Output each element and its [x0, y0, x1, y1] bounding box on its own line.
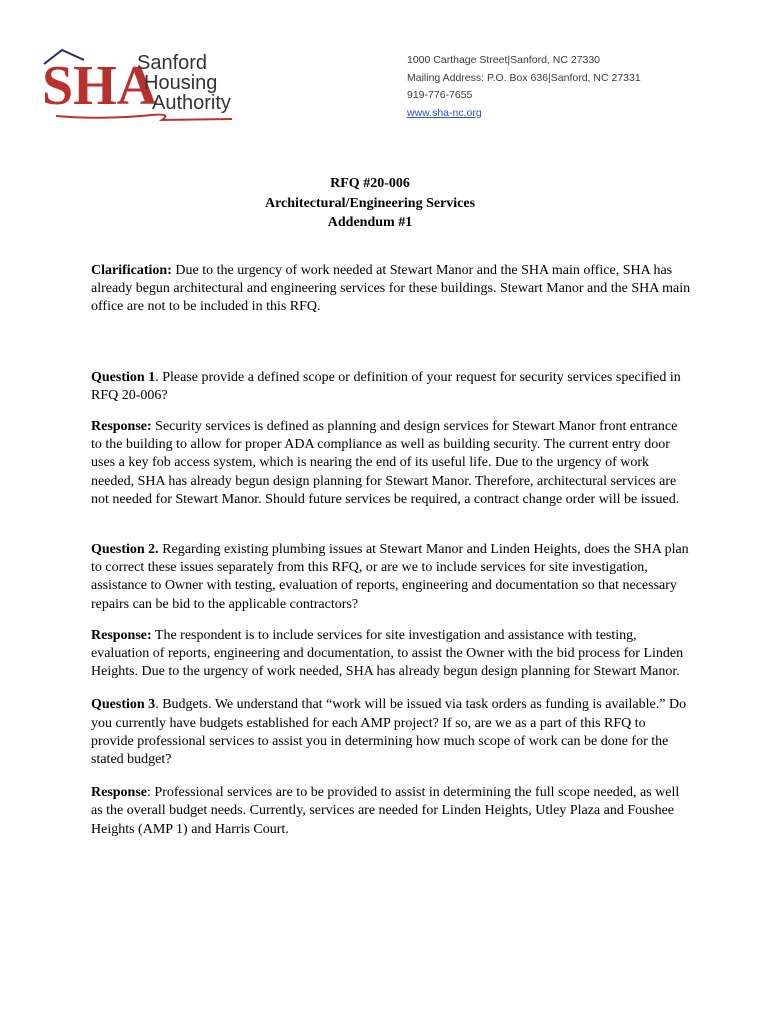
logo-line-housing: Housing [144, 72, 218, 94]
response-3-label: Response [91, 785, 148, 801]
street-address: 1000 Carthage Street|Sanford, NC 27330 [407, 54, 601, 66]
mailing-address: Mailing Address: P.O. Box 636|Sanford, NC 27331 [407, 71, 641, 84]
document-body [91, 262, 691, 839]
response-2-text: The respondent is to include services for site investigation and assistance with testing, evaluation of reports, engineering and documentation, to assist the Owner with the bid process for Linden Heights. Due to the urgency of work needed, SHA has already begun design planning for Stewart Manor. [91, 627, 684, 680]
question-1-label: Question 1 [91, 369, 156, 385]
question-2-label: Question 2. [91, 542, 159, 558]
question-2-text: Regarding existing plumbing issues at Stewart Manor and Linden Heights, does the SHA plan to correct these issues separately from this RFQ, or are we to include services for site investigation, assistance to Owner with testing, evaluation of reports, engineering and documentation so that necessary repairs can be bid to the applicable contractors? [91, 542, 689, 612]
question-3-text: . Budgets. We understand that “work will be issued via task orders as funding is available.” Do you currently have budgets established for each AMP project? If so, are we as a part of this RFQ to provide professional services to assist you in determining how much scope of work can be done for the stated budget? [91, 697, 687, 768]
rfq-subject: Architectural/Engineering Services [264, 195, 476, 211]
question-1 [91, 369, 691, 405]
response-1-label: Response: [91, 419, 152, 435]
phone-number: 919-776-7655 [407, 89, 473, 101]
response-3 [91, 784, 691, 839]
sha-logo [42, 46, 257, 126]
clarification-label: Clarification: [91, 263, 172, 278]
question-3-label: Question 3 [91, 697, 156, 713]
clarification-text: Due to the urgency of work needed at Stewart Manor and the SHA main office, SHA has already begun architectural and engineering services for these buildings. Stewart Manor and the SHA main office are not to be included in this RFQ. [91, 263, 691, 315]
clarification-paragraph [91, 262, 691, 317]
response-1-text: Security services is defined as planning and design services for Stewart Manor front entrance to the building to allow for proper ADA compliance as well as building security. The current entry door uses a key fob access system, which is nearing the end of its useful life. Due to the urgency of work needed, SHA has already begun design planning for Stewart Manor. Therefore, architectural services are not needed for Stewart Manor. Should future services be required, a contract change order will be issued. [91, 419, 680, 507]
logo-letters: SHA [42, 55, 158, 117]
response-1 [91, 418, 691, 509]
address-block [407, 52, 641, 122]
website-link[interactable]: www.sha-nc.org [407, 106, 482, 119]
question-2 [91, 541, 691, 614]
response-2 [91, 627, 691, 682]
document-title [0, 174, 740, 233]
addendum-label: Addendum #1 [327, 215, 413, 230]
question-3 [91, 696, 691, 769]
logo-line-authority: Authority [152, 92, 231, 114]
rfq-number: RFQ #20-006 [330, 176, 410, 191]
response-2-label: Response: [91, 627, 152, 643]
sha-logo-graphic [42, 46, 257, 126]
response-3-text: : Professional services are to be provided to assist in determining the full scope needed, as well as the overall budget needs. Currently, services are needed for Linden Heights, Utley Plaza and Foushee Heights (AMP 1) and Harris Court. [91, 785, 680, 837]
logo-line-sanford: Sanford [137, 52, 208, 74]
question-1-text: . Please provide a defined scope or definition of your request for security services specified in RFQ 20-006? [91, 369, 681, 403]
